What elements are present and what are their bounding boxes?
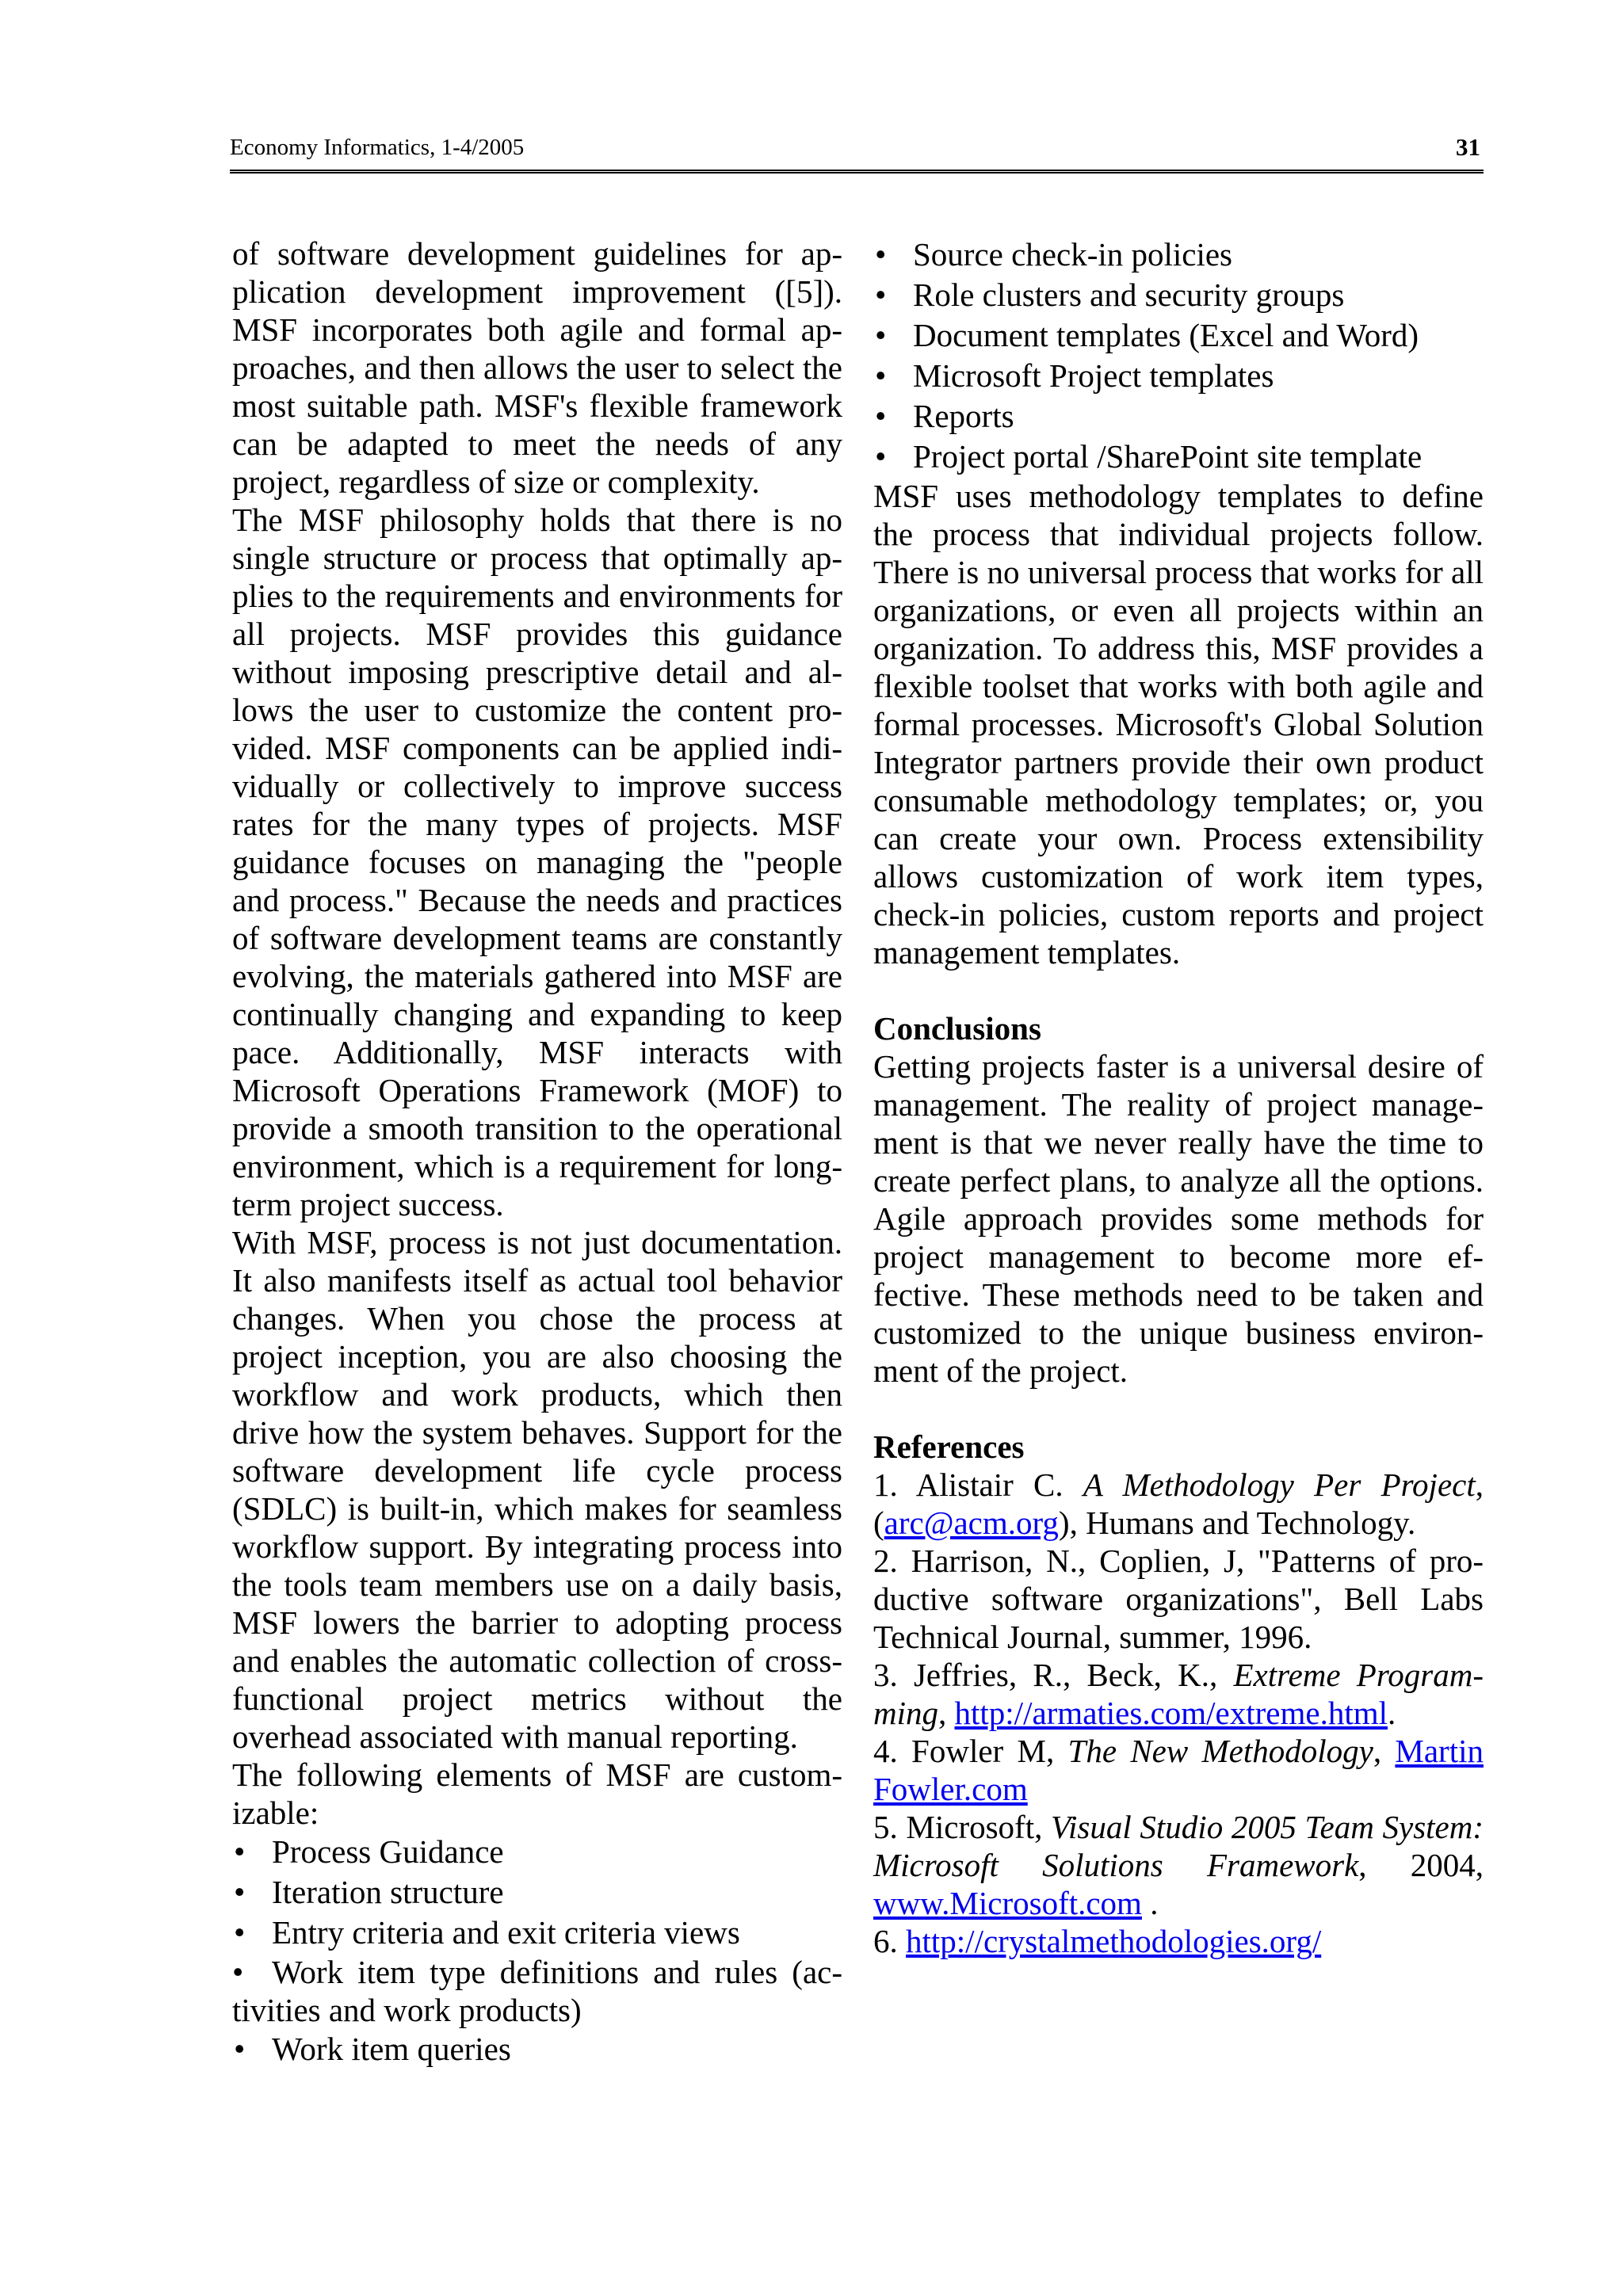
- list-item: • Microsoft Project templates: [873, 356, 1484, 396]
- conclusions-heading: Conclusions: [873, 1010, 1041, 1047]
- paragraph: MSF uses methodology templates to define the process that individual projects follow. There is no universal process that works for all organizations, or even all projects within an organization. To address this, MSF provides a flexible toolset that works with both agile and formal processes. Microsoft's Global Solution Integrator partners provide their own product consumable methodology templates; or, you can create your own. Process extensibility allows customization of work item types, check-in policies, custom reports and project management templates.: [873, 478, 1484, 971]
- bullet-icon: •: [875, 398, 887, 434]
- list-item: • Work item queries: [232, 2029, 842, 2069]
- paragraph: With MSF, process is not just documentation. It also manifests itself as actual tool behavior changes. When you chose the process at project inception, you are also choosing the workflow and work products, which then drive how the system behaves. Support for the software development life cycle process (SDLC) is built-in, which makes for seamless workflow support. By integrating process into the tools team members use on a daily basis, MSF lowers the barrier to adopting process and enables the automatic collection of cross-functional project metrics without the overhead associated with manual reporting.: [232, 1224, 842, 1755]
- list-item: • Role clusters and security groups: [873, 275, 1484, 315]
- bullet-icon: •: [234, 1833, 246, 1870]
- list-item: • Reports: [873, 396, 1484, 437]
- reference-1: 1. Alistair C. A Methodology Per Project, (arc@acm.org), Humans and Technology.: [873, 1466, 1484, 1541]
- bullet-icon: •: [875, 277, 887, 313]
- page-number: 31: [1456, 133, 1480, 161]
- reference-2: 2. Harrison, N., Coplien, J, "Patterns of productive software organizations", Bell Labs Technical Journal, summer, 1996.: [873, 1543, 1484, 1655]
- reference-link[interactable]: http://crystalmethodologies.org/: [906, 1923, 1322, 1959]
- list-item: • Document templates (Excel and Word): [873, 315, 1484, 356]
- list-item: • Work item type definitions and rules (activities and work products): [232, 1954, 842, 2028]
- reference-5: 5. Microsoft, Visual Studio 2005 Team System: Microsoft Solutions Framework, 2004, www.Microsoft.com .: [873, 1809, 1484, 1921]
- right-column: [873, 235, 1484, 1960]
- reference-link[interactable]: arc@acm.org: [884, 1505, 1059, 1541]
- customizable-list-continued: [873, 235, 1484, 477]
- list-item: • Iteration structure: [232, 1872, 842, 1913]
- conclusions-paragraph: Getting projects faster is a universal desire of management. The reality of project management is that we never really have the time to create perfect plans, to analyze all the options. Agile approach provides some methods for project management to become more effective. These methods need to be taken and customized to the unique business environment of the project.: [873, 1048, 1484, 1389]
- list-item: • Project portal /SharePoint site template: [873, 437, 1484, 477]
- list-item: • Source check-in policies: [873, 235, 1484, 275]
- list-item: • Entry criteria and exit criteria views: [232, 1913, 842, 1953]
- references-heading: References: [873, 1428, 1025, 1465]
- bullet-icon: •: [875, 317, 887, 353]
- reference-link[interactable]: http://armaties.com/extreme.html: [954, 1695, 1388, 1731]
- reference-6: 6. http://crystalmethodologies.org/: [873, 1923, 1322, 1959]
- page-header: [230, 133, 1484, 174]
- journal-title: Economy Informatics, 1-4/2005: [230, 135, 525, 160]
- bullet-icon: •: [234, 2031, 246, 2067]
- bullet-icon: •: [875, 357, 887, 394]
- bullet-icon: •: [875, 236, 887, 273]
- reference-4: 4. Fowler M, The New Methodology, Martin Fowler.com: [873, 1733, 1484, 1807]
- left-column: [232, 235, 842, 2069]
- customizable-list: [232, 1832, 842, 2069]
- paragraph: of software development guidelines for application development improvement ([5]). MSF incorporates both agile and formal approaches, and then allows the user to select the most suitable path. MSF's flexible framework can be adapted to meet the needs of any project, regardless of size or complexity.: [232, 235, 842, 500]
- paragraph: The following elements of MSF are customizable:: [232, 1756, 842, 1831]
- bullet-icon: •: [234, 1874, 246, 1910]
- bullet-icon: •: [232, 1954, 244, 1990]
- list-item: • Process Guidance: [232, 1832, 842, 1872]
- reference-link[interactable]: Martin Fowler.com: [873, 1733, 1484, 1807]
- bullet-icon: •: [234, 1914, 246, 1951]
- bullet-icon: •: [875, 438, 887, 475]
- paragraph: The MSF philosophy holds that there is no single structure or process that optimally applies to the requirements and environments for all projects. MSF provides this guidance without imposing prescriptive detail and allows the user to customize the content provided. MSF components can be applied individually or collectively to improve success rates for the many types of projects. MSF guidance focuses on managing the "people and process." Because the needs and practices of software development teams are constantly evolving, the materials gathered into MSF are continually changing and expanding to keep pace. Additionally, MSF interacts with Microsoft Operations Framework (MOF) to provide a smooth transition to the operational environment, which is a requirement for long-term project success.: [232, 502, 842, 1222]
- reference-3: 3. Jeffries, R., Beck, K., Extreme Programming, http://armaties.com/extreme.html.: [873, 1657, 1484, 1731]
- reference-link[interactable]: www.Microsoft.com: [873, 1885, 1142, 1921]
